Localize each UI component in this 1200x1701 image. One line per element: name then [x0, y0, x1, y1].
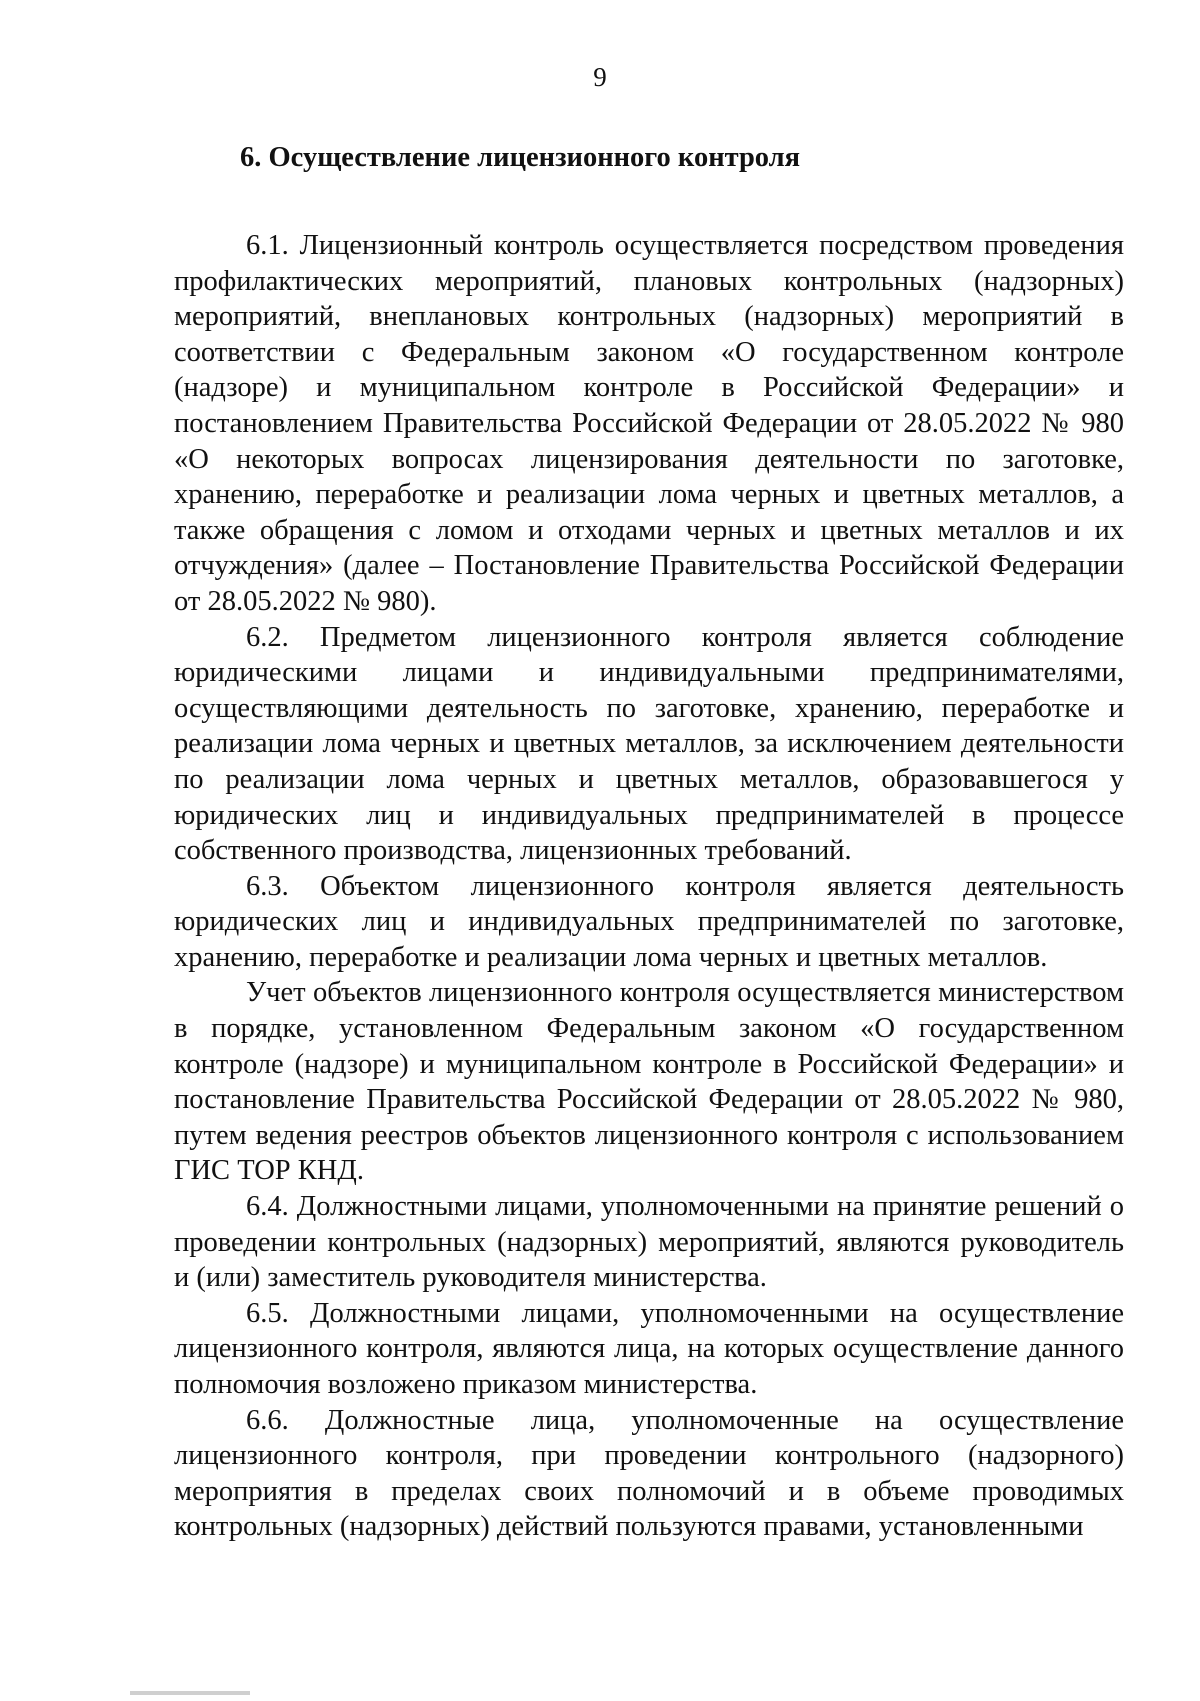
section-heading: 6. Осуществление лицензионного контроля: [240, 142, 801, 173]
paragraph-6-6: 6.6. Должностные лица, уполномоченные на осуществление лицензионного контроля, при проведении контрольного (надзорного) мероприятия в пределах своих полномочий и в объеме проводимых контрольных (надзорных) действий пользуются правами, установленными: [174, 1404, 1124, 1543]
paragraph-6-1: 6.1. Лицензионный контроль осуществляется посредством проведения профилактических мероприятий, плановых контрольных (надзорных) мероприятий, внеплановых контрольных (надзорных) мероприятий в соответствии с Федеральным законом «О государственном контроле (надзоре) и муниципальном контроле в Российской Федерации» и постановлением Правительства Российской Федерации от 28.05.2022 № 980 «О некоторых вопросах лицензирования деятельности по заготовке, хранению, переработке и реализации лома черных и цветных металлов, а также обращения с ломом и отходами черных и цветных металлов и их отчуждения» (далее – Постановление Правительства Российской Федерации от 28.05.2022 № 980).: [174, 230, 1124, 617]
section-body: [174, 228, 1124, 1545]
paragraph-accounting: Учет объектов лицензионного контроля осуществляется министерством в порядке, установленном Федеральным законом «О государственном контроле (надзоре) и муниципальном контроле в Российской Федерации» и постановление Правительства Российской Федерации от 28.05.2022 № 980, путем ведения реестров объектов лицензионного контроля с использованием ГИС ТОР КНД.: [174, 977, 1124, 1187]
scan-artifact: [130, 1691, 250, 1695]
paragraph-6-4: 6.4. Должностными лицами, уполномоченными на принятие решений о проведении контрольных (надзорных) мероприятий, являются руководитель и (или) заместитель руководителя министерства.: [174, 1191, 1124, 1294]
paragraph-6-3: 6.3. Объектом лицензионного контроля является деятельность юридических лиц и индивидуальных предпринимателей по заготовке, хранению, переработке и реализации лома черных и цветных металлов.: [174, 870, 1124, 973]
page-number: 9: [593, 62, 607, 92]
paragraph-6-5: 6.5. Должностными лицами, уполномоченными на осуществление лицензионного контроля, являются лица, на которых осуществление данного полномочия возложено приказом министерства.: [174, 1297, 1124, 1400]
paragraph-6-2: 6.2. Предметом лицензионного контроля является соблюдение юридическими лицами и индивидуальными предпринимателями, осуществляющими деятельность по заготовке, хранению, переработке и реализации лома черных и цветных металлов, за исключением деятельности по реализации лома черных и цветных металлов, образовавшегося у юридических лиц и индивидуальных предпринимателей в процессе собственного производства, лицензионных требований.: [174, 621, 1124, 867]
